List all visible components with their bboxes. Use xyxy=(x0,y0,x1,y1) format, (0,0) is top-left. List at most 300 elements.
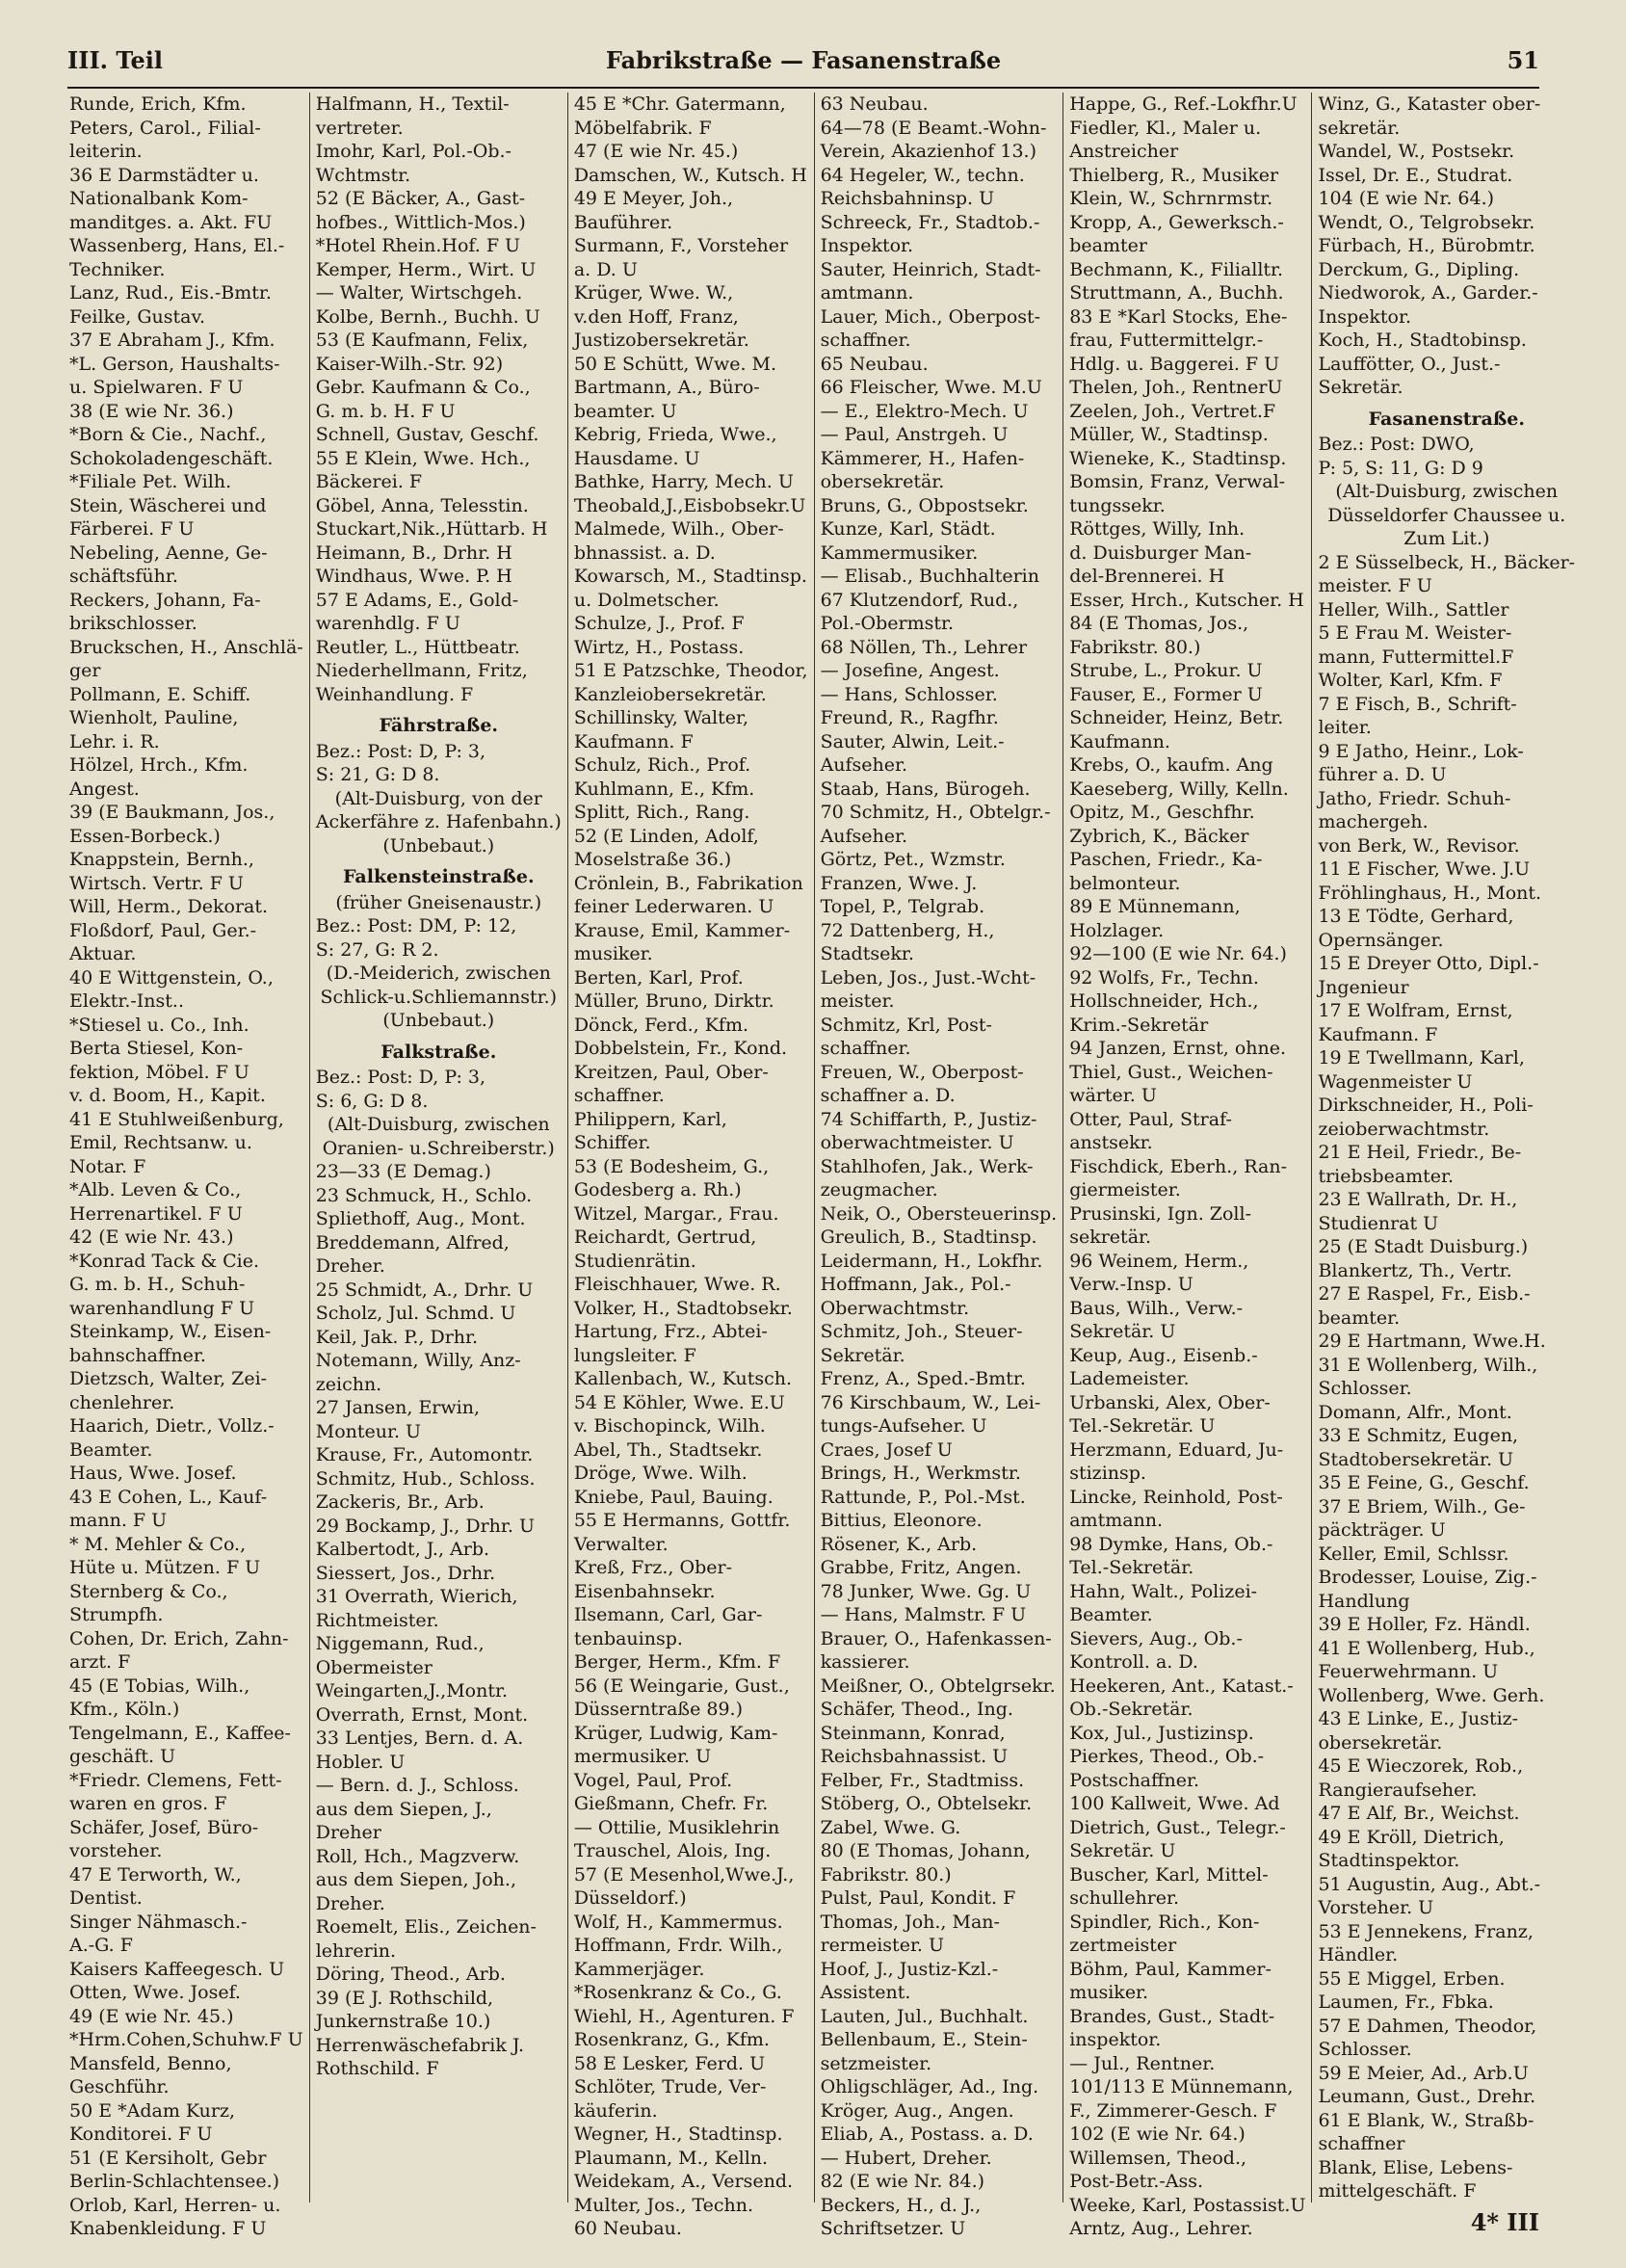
directory-entry-line: stizinsp. xyxy=(1069,1463,1146,1484)
directory-entry-line: Nationalbank Kom- xyxy=(69,188,249,209)
directory-entry-line: inspektor. xyxy=(1069,2029,1162,2050)
directory-entry-line: Urbanski, Alex, Ober- xyxy=(1069,1391,1271,1413)
directory-entry-line: Bittius, Eleonore. xyxy=(820,1510,983,1531)
directory-entry-line: Niggemann, Rud., xyxy=(315,1633,485,1654)
directory-entry-line: 49 (E wie Nr. 45.) xyxy=(69,2005,234,2027)
directory-entry-line: — Hans, Malmstr. F U xyxy=(820,1604,1027,1625)
directory-entry-line: Zackeris, Br., Arb. xyxy=(315,1491,485,1513)
directory-entry-line: warenhandlung F U xyxy=(69,1297,255,1319)
directory-entry-line: Zabel, Wwe. G. xyxy=(820,1816,961,1838)
directory-entry-line: Elektr.-Inst.. xyxy=(69,990,185,1012)
directory-entry-line: Trauschel, Alois, Ing. xyxy=(573,1840,772,1861)
directory-entry-line: (Alt-Duisburg, zwischen xyxy=(327,1114,550,1135)
directory-entry-line: belmonteur. xyxy=(1069,872,1181,894)
directory-entry-line: Kaisers Kaffeegesch. U xyxy=(69,1958,285,1980)
directory-entry-line: Görtz, Pet., Wzmstr. xyxy=(820,849,1006,870)
directory-entry-line: Strube, L., Prokur. U xyxy=(1069,660,1263,681)
directory-entry-line: Techniker. xyxy=(69,258,166,280)
directory-entry-line: 39 (E J. Rothschild, xyxy=(315,1987,494,2009)
directory-entry-line: Zeelen, Joh., Vertret.F xyxy=(1069,400,1276,422)
street-heading: Fasanenstraße. xyxy=(1368,408,1525,430)
directory-entry-line: schaffner a. D. xyxy=(820,1085,956,1106)
directory-entry-line: Imohr, Karl, Pol.-Ob.- xyxy=(315,141,511,162)
directory-entry-line: 43 E Cohen, L., Kauf- xyxy=(69,1486,268,1508)
directory-entry-line: del-Brennerei. H xyxy=(1069,566,1225,587)
directory-entry-line: Fischdick, Eberh., Ran- xyxy=(1069,1155,1288,1177)
directory-entry-line: 55 E Miggel, Erben. xyxy=(1318,1967,1506,1990)
directory-entry-line: Studienrat U xyxy=(1318,1212,1439,1234)
directory-entry-line: Rattunde, P., Pol.-Mst. xyxy=(820,1486,1026,1508)
directory-entry-line: Frenz, A., Sped.-Bmtr. xyxy=(820,1368,1026,1389)
directory-entry-line: Damschen, W., Kutsch. H xyxy=(573,164,807,186)
directory-entry-line: Overrath, Ernst, Mont. xyxy=(315,1703,529,1726)
directory-entry-line: 52 (E Bäcker, A., Gast- xyxy=(315,188,526,209)
directory-entry-line: Wienholt, Pauline, xyxy=(69,707,239,728)
directory-entry-line: Opernsänger. xyxy=(1318,929,1444,951)
directory-entry-line: Ilsemann, Carl, Gar- xyxy=(573,1604,763,1625)
directory-entry-line: Heekeren, Ant., Katast.- xyxy=(1069,1675,1294,1697)
directory-entry-line: Berlin-Schlachtensee.) xyxy=(69,2171,280,2192)
directory-entry-line: 51 E Patzschke, Theodor, xyxy=(573,660,808,681)
directory-entry-line: Sternberg & Co., xyxy=(69,1580,228,1602)
directory-entry-line: Kammermusiker. xyxy=(820,541,979,564)
directory-entry-line: — Hubert, Dreher. xyxy=(820,2147,992,2169)
directory-entry-line: wärter. U xyxy=(1069,1085,1157,1106)
directory-entry-line: Surmann, F., Vorsteher xyxy=(573,235,789,256)
directory-entry-line: Derckum, G., Dipling. xyxy=(1318,258,1520,280)
directory-entry-line: Tel.-Sekretär. xyxy=(1069,1557,1194,1578)
directory-entry-line: mann, Futtermittel.F xyxy=(1318,646,1514,668)
directory-entry-line: manditges. a. Akt. FU xyxy=(69,211,273,233)
directory-entry-line: 42 (E wie Nr. 43.) xyxy=(69,1226,234,1248)
directory-entry-line: (Alt-Duisburg, zwischen xyxy=(1335,481,1559,502)
directory-entry-line: Studienrätin. xyxy=(573,1250,696,1272)
directory-entry-line: S: 27, G: R 2. xyxy=(315,938,439,961)
directory-entry-line: Steinkamp, W., Eisen- xyxy=(69,1321,272,1342)
directory-entry-line: *Alb. Leven & Co., xyxy=(69,1179,242,1200)
directory-entry-line: frau, Futtermittelgr.- xyxy=(1069,330,1264,351)
directory-entry-line: Crönlein, B., Fabrikation xyxy=(573,872,803,894)
directory-entry-line: — E., Elektro-Mech. U xyxy=(820,400,1029,422)
directory-entry-line: 96 Weinem, Herm., xyxy=(1069,1250,1249,1272)
directory-entry-line: (D.-Meiderich, zwischen xyxy=(326,963,551,984)
directory-entry-line: Ob.-Sekretär. xyxy=(1069,1699,1193,1720)
directory-entry-line: Schulz, Rich., Prof. xyxy=(573,754,751,776)
directory-entry-line: Verein, Akazienhof 13.) xyxy=(820,141,1037,162)
directory-entry-line: *Konrad Tack & Cie. xyxy=(69,1250,260,1272)
directory-entry-line: Hoof, J., Justiz-Kzl.- xyxy=(820,1958,999,1980)
directory-entry-line: 63 Neubau. xyxy=(820,93,929,115)
directory-entry-line: Assistent. xyxy=(820,1982,911,2003)
directory-entry-line: 39 E Holler, Fz. Händl. xyxy=(1318,1614,1531,1635)
directory-entry-line: 25 Schmidt, A., Drhr. U xyxy=(315,1279,534,1301)
directory-entry-line: Beckers, H., d. J., xyxy=(820,2194,982,2216)
directory-entry-line: mermusiker. U xyxy=(573,1746,712,1767)
directory-entry-line: meister. xyxy=(820,990,895,1012)
directory-entry-line: Kontroll. a. D. xyxy=(1069,1651,1198,1673)
directory-entry-line: 31 Overrath, Wierich, xyxy=(315,1586,518,1607)
directory-entry-line: Kebrig, Frieda, Wwe., xyxy=(573,424,777,445)
directory-entry-line: Schokoladengeschäft. xyxy=(69,447,274,469)
directory-entry-line: Haarich, Dietr., Vollz.- xyxy=(69,1415,275,1437)
directory-entry-line: *Hotel Rhein.Hof. F U xyxy=(315,235,521,256)
directory-entry-line: Wirtsch. Vertr. F U xyxy=(69,872,244,894)
directory-entry-line: Schriftsetzer. U xyxy=(820,2218,966,2239)
directory-entry-line: beamter. U xyxy=(573,400,677,422)
directory-entry-line: 13 E Tödte, Gerhard, xyxy=(1318,906,1514,927)
directory-entry-line: Kröger, Aug., Angen. xyxy=(820,2099,1014,2122)
column-2 xyxy=(309,92,567,2202)
directory-entry-line: Leumann, Gust., Drehr. xyxy=(1318,2086,1536,2107)
directory-entry-line: Inspektor. xyxy=(1318,305,1411,328)
directory-entry-line: Richtmeister. xyxy=(315,1609,439,1631)
street-heading: Falkstraße. xyxy=(380,1041,497,1063)
directory-entry-line: Wchtmstr. xyxy=(315,164,411,186)
directory-entry-line: giermeister. xyxy=(1069,1179,1181,1200)
directory-entry-line: Krause, Fr., Automontr. xyxy=(315,1444,534,1465)
directory-entry-line: mittelgeschäft. F xyxy=(1318,2180,1477,2202)
directory-entry-line: Bez.: Post: D, P: 3, xyxy=(315,740,486,762)
directory-entry-line: Wegner, H., Stadtinsp. xyxy=(573,2123,783,2145)
directory-entry-line: Cohen, Dr. Erich, Zahn- xyxy=(69,1627,289,1649)
directory-entry-line: Schmitz, Joh., Steuer- xyxy=(820,1321,1023,1342)
directory-entry-line: Dentist. xyxy=(69,1887,143,1909)
directory-entry-line: Staab, Hans, Bürogeh. xyxy=(820,778,1031,800)
directory-entry-line: Wandel, W., Postsekr. xyxy=(1318,141,1515,162)
directory-entry-line: 82 (E wie Nr. 84.) xyxy=(820,2171,985,2192)
directory-entry-line: *Hrm.Cohen,Schuhw.F U xyxy=(69,2029,303,2050)
signature-mark: 4* III xyxy=(1470,2208,1539,2236)
directory-entry-line: 23 Schmuck, H., Schlo. xyxy=(315,1184,533,1206)
directory-entry-line: 52 (E Linden, Adolf, xyxy=(573,825,759,847)
directory-entry-line: Halfmann, H., Textil- xyxy=(315,93,510,115)
directory-entry-line: Klein, W., Schrnrmstr. xyxy=(1069,188,1273,209)
directory-entry-line: Sekretär. xyxy=(820,1344,905,1366)
directory-entry-line: G. m. b. H. F U xyxy=(315,400,456,422)
directory-entry-line: 50 E *Adam Kurz, xyxy=(69,2099,236,2122)
directory-entry-line: Herrenartikel. F U xyxy=(69,1202,243,1225)
directory-entry-line: Düsseldorfer Chaussee u. xyxy=(1327,504,1566,526)
directory-entry-line: Beamter. xyxy=(69,1438,153,1461)
directory-entry-line: — Ottilie, Musiklehrin xyxy=(573,1816,780,1838)
directory-entry-line: Pulst, Paul, Kondit. F xyxy=(820,1887,1016,1909)
directory-entry-line: Struttmann, A., Buchh. xyxy=(1069,282,1284,303)
directory-entry-line: Multer, Jos., Techn. xyxy=(573,2194,754,2216)
directory-entry-line: Dietzsch, Walter, Zei- xyxy=(69,1368,268,1389)
directory-entry-line: Felber, Fr., Stadtmiss. xyxy=(820,1769,1025,1791)
directory-entry-line: Hollschneider, Hch., xyxy=(1069,990,1259,1012)
directory-entry-line: tungs-Aufseher. U xyxy=(820,1415,987,1437)
directory-entry-line: 2 E Süsselbeck, H., Bäcker- xyxy=(1318,551,1576,573)
column-4 xyxy=(814,92,1063,2239)
directory-entry-line: Krüger, Wwe. W., xyxy=(573,282,734,303)
directory-entry-line: *Filiale Pet. Wilh. xyxy=(69,471,232,492)
directory-entry-line: Freund, R., Ragfhr. xyxy=(820,707,999,728)
directory-entry-line: 92—100 (E wie Nr. 64.) xyxy=(1069,943,1287,964)
directory-entry-line: Kowarsch, M., Stadtinsp. xyxy=(573,566,807,587)
directory-entry-line: A.-G. F xyxy=(69,1935,133,1956)
directory-entry-line: Dönck, Ferd., Kfm. xyxy=(573,1014,749,1036)
directory-entry-line: Reckers, Johann, Fa- xyxy=(69,589,261,611)
directory-entry-line: Laumen, Fr., Fbka. xyxy=(1318,1991,1494,2013)
directory-entry-line: lungsleiter. F xyxy=(573,1344,696,1366)
directory-entry-line: v.den Hoff, Franz, xyxy=(573,305,739,328)
directory-entry-line: sekretär. xyxy=(1069,1226,1152,1248)
directory-entry-line: 25 (E Stadt Duisburg.) xyxy=(1318,1236,1529,1257)
directory-entry-line: fektion, Möbel. F U xyxy=(69,1061,249,1083)
directory-entry-line: Rösener, K., Arb. xyxy=(820,1533,978,1555)
directory-entry-line: Sauter, Heinrich, Stadt- xyxy=(820,258,1041,280)
directory-entry-line: Aufseher. xyxy=(820,754,908,776)
directory-entry-line: *Rosenkranz & Co., G. xyxy=(573,1982,782,2003)
directory-entry-line: Wassenberg, Hans, El.- xyxy=(69,235,285,256)
directory-entry-line: 57 E Dahmen, Theodor, xyxy=(1318,2015,1537,2037)
directory-entry-line: 67 Klutzendorf, Rud., xyxy=(820,589,1019,611)
directory-entry-line: 100 Kallweit, Wwe. Ad xyxy=(1069,1793,1280,1814)
directory-entry-line: Möbelfabrik. F xyxy=(573,117,712,139)
directory-entry-line: Godesberg a. Rh.) xyxy=(573,1179,742,1200)
directory-entry-line: Böhm, Paul, Kammer- xyxy=(1069,1958,1272,1980)
directory-entry-line: Keil, Jak. P., Drhr. xyxy=(315,1326,479,1348)
directory-entry-line: Thomas, Joh., Man- xyxy=(820,1911,1000,1933)
directory-entry-line: Niederhellmann, Fritz, xyxy=(315,660,528,681)
directory-entry-line: Düsseldorf.) xyxy=(573,1887,687,1909)
directory-entry-line: Blank, Elise, Lebens- xyxy=(1318,2156,1513,2178)
directory-entry-line: Hüte u. Mützen. F U xyxy=(69,1557,261,1578)
directory-entry-line: Spliethoff, Aug., Mont. xyxy=(315,1208,526,1229)
directory-entry-line: Lauten, Jul., Buchhalt. xyxy=(820,2005,1029,2027)
directory-entry-line: S: 6, G: D 8. xyxy=(315,1090,429,1112)
directory-entry-line: Bauführer. xyxy=(573,211,673,233)
directory-entry-line: brikschlosser. xyxy=(69,613,197,634)
directory-entry-line: 41 E Stuhlweißenburg, xyxy=(69,1108,284,1130)
directory-entry-line: (Alt-Duisburg, von der xyxy=(334,787,542,809)
directory-entry-line: Vorsteher. U xyxy=(1318,1897,1434,1918)
directory-entry-line: beamter xyxy=(1069,235,1147,256)
directory-entry-line: Arntz, Aug., Lehrer. xyxy=(1069,2218,1253,2239)
directory-entry-line: Sauter, Alwin, Leit.- xyxy=(820,730,1005,752)
directory-entry-line: Berta Stiesel, Kon- xyxy=(69,1038,244,1059)
directory-entry-line: Berger, Herm., Kfm. F xyxy=(573,1651,781,1673)
directory-entry-line: Monteur. U xyxy=(315,1420,422,1442)
directory-entry-line: * M. Mehler & Co., xyxy=(69,1533,247,1555)
directory-entry-line: Göbel, Anna, Telesstin. xyxy=(315,494,529,516)
directory-entry-line: Brauer, O., Hafenkassen- xyxy=(820,1627,1052,1649)
directory-entry-line: Otter, Paul, Straf- xyxy=(1069,1108,1232,1130)
directory-entry-line: 68 Nöllen, Th., Lehrer xyxy=(820,636,1028,658)
directory-entry-line: Rothschild. F xyxy=(315,2058,439,2079)
directory-entry-line: Schmitz, Krl, Post- xyxy=(820,1014,992,1036)
directory-entry-line: 89 E Münnemann, xyxy=(1069,896,1241,917)
directory-entry-line: Justizobersekretär. xyxy=(573,330,749,351)
directory-entry-line: 7 E Fisch, B., Schrift- xyxy=(1318,693,1517,715)
directory-entry-line: aus dem Siepen, J., xyxy=(315,1798,492,1820)
directory-entry-line: Verwalter. xyxy=(573,1533,669,1555)
directory-entry-line: 94 Janzen, Ernst, ohne. xyxy=(1069,1038,1287,1059)
directory-entry-line: machergeh. xyxy=(1318,811,1429,832)
directory-entry-line: Aktuar. xyxy=(69,943,137,964)
directory-entry-line: — Walter, Wirtschgeh. xyxy=(315,282,523,303)
directory-entry-line: Emil, Rechtsanw. u. xyxy=(69,1132,252,1153)
directory-entry-line: Dirkschneider, H., Poli- xyxy=(1318,1094,1534,1116)
directory-entry-line: Verw.-Insp. U xyxy=(1069,1274,1193,1295)
directory-entry-line: schäftsführ. xyxy=(69,566,178,587)
directory-entry-line: bhnassist. a. D. xyxy=(573,541,716,564)
directory-entry-line: Topel, P., Telgrab. xyxy=(820,896,985,917)
directory-entry-line: Will, Herm., Dekorat. xyxy=(69,896,269,917)
directory-entry-line: *Born & Cie., Nachf., xyxy=(69,424,267,445)
directory-entry-line: 55 E Klein, Wwe. Hch., xyxy=(315,447,531,469)
directory-entry-line: Domann, Alfr., Mont. xyxy=(1318,1401,1512,1423)
directory-entry-line: Herzmann, Eduard, Ju- xyxy=(1069,1438,1284,1461)
directory-entry-line: 70 Schmitz, H., Obtelgr.- xyxy=(820,802,1051,823)
directory-entry-line: Issel, Dr. E., Studrat. xyxy=(1318,164,1513,186)
directory-entry-line: d. Duisburger Man- xyxy=(1069,541,1252,564)
directory-entry-line: 104 (E wie Nr. 64.) xyxy=(1318,188,1495,209)
directory-entry-line: kassierer. xyxy=(820,1651,910,1673)
directory-entry-line: Hölzel, Hrch., Kfm. xyxy=(69,754,249,776)
directory-entry-line: Peters, Carol., Filial- xyxy=(69,117,261,139)
directory-entry-line: Dröge, Wwe. Wilh. xyxy=(573,1463,747,1484)
directory-entry-line: Oranien- u.Schreiberstr.) xyxy=(322,1137,555,1159)
directory-entry-line: Kaufmann. F xyxy=(1318,1023,1438,1045)
directory-entry-line: Lincke, Reinhold, Post- xyxy=(1069,1486,1283,1508)
directory-entry-line: Schlick-u.Schliemannstr.) xyxy=(320,986,558,1008)
directory-entry-line: — Josefine, Angest. xyxy=(820,660,1000,681)
directory-entry-line: Weinhandlung. F xyxy=(315,683,474,705)
directory-entry-line: Sekretär. xyxy=(1318,377,1403,398)
directory-entry-line: Windhaus, Wwe. P. H xyxy=(315,566,512,587)
directory-entry-line: Hdlg. u. Baggerei. F U xyxy=(1069,353,1280,375)
directory-entry-line: Junkernstraße 10.) xyxy=(315,2011,491,2032)
directory-entry-line: Tel.-Sekretär. U xyxy=(1069,1415,1216,1437)
directory-entry-line: chenlehrer. xyxy=(69,1391,175,1413)
directory-entry-line: tungssekr. xyxy=(1069,494,1166,516)
directory-entry-line: 60 Neubau. xyxy=(573,2218,682,2239)
directory-entry-line: Strumpfh. xyxy=(69,1604,164,1625)
directory-entry-line: F., Zimmerer-Gesch. F xyxy=(1069,2099,1277,2122)
directory-entry-line: päckträger. U xyxy=(1318,1519,1446,1541)
directory-entry-line: obersekretär. xyxy=(820,471,945,492)
directory-entry-line: 31 E Wollenberg, Wilh., xyxy=(1318,1354,1538,1376)
directory-entry-line: Schäfer, Theod., Ing. xyxy=(820,1699,1013,1720)
directory-entry-line: Müller, W., Stadtinsp. xyxy=(1069,424,1269,445)
directory-entry-line: Postschaffner. xyxy=(1069,1769,1200,1791)
directory-entry-line: Craes, Josef U xyxy=(820,1438,953,1461)
directory-entry-line: Schäfer, Josef, Büro- xyxy=(69,1816,259,1838)
directory-entry-line: 72 Dattenberg, H., xyxy=(820,919,995,941)
directory-entry-line: 61 E Blank, W., Straßb- xyxy=(1318,2109,1534,2131)
directory-entry-line: Wiehl, H., Agenturen. F xyxy=(573,2005,795,2027)
directory-entry-line: Weingarten,J.,Montr. xyxy=(315,1680,509,1701)
directory-entry-line: Reichsbahninsp. U xyxy=(820,188,995,209)
directory-entry-line: Fabrikstr. 80.) xyxy=(1069,636,1201,658)
directory-entry-line: 38 (E wie Nr. 36.) xyxy=(69,400,234,422)
directory-entry-line: 27 E Raspel, Fr., Eisb.- xyxy=(1318,1283,1531,1305)
directory-entry-line: Bartmann, A., Büro- xyxy=(573,377,760,398)
directory-entry-line: Keller, Emil, Schlssr. xyxy=(1318,1543,1509,1565)
directory-entry-line: P: 5, S: 11, G: D 9 xyxy=(1318,457,1483,479)
directory-entry-line: Knabenkleidung. F U xyxy=(69,2218,267,2239)
directory-entry-line: 58 E Lesker, Ferd. U xyxy=(573,2052,766,2074)
directory-entry-line: 47 E Terworth, W., xyxy=(69,1863,242,1886)
directory-entry-line: 33 E Schmitz, Eugen, xyxy=(1318,1425,1519,1446)
directory-entry-line: 45 (E Tobias, Wilh., xyxy=(69,1675,250,1697)
directory-entry-line: Röttges, Willy, Inh. xyxy=(1069,518,1246,540)
directory-entry-line: *Friedr. Clemens, Fett- xyxy=(69,1769,282,1791)
directory-entry-line: Stöberg, O., Obtelsekr. xyxy=(820,1793,1033,1814)
directory-entry-line: 57 (E Mesenhol,Wwe.J., xyxy=(573,1863,795,1886)
directory-entry-line: 17 E Wolfram, Ernst, xyxy=(1318,1000,1513,1021)
directory-entry-line: Kfm., Köln.) xyxy=(69,1699,180,1720)
directory-entry-line: 37 E Abraham J., Kfm. xyxy=(69,330,275,351)
directory-entry-line: 74 Schiffarth, P., Justiz- xyxy=(820,1108,1037,1130)
directory-entry-line: Essen-Borbeck.) xyxy=(69,825,221,847)
directory-entry-line: 15 E Dreyer Otto, Dipl.- xyxy=(1318,953,1539,974)
directory-entry-line: Brodesser, Louise, Zig.- xyxy=(1318,1567,1537,1588)
directory-entry-line: 11 E Fischer, Wwe. J.U xyxy=(1318,858,1531,880)
directory-entry-line: Scholz, Jul. Schmd. U xyxy=(315,1303,516,1324)
directory-entry-line: Brandes, Gust., Stadt- xyxy=(1069,2005,1275,2027)
directory-entry-line: 23—33 (E Demag.) xyxy=(315,1161,491,1182)
directory-entry-line: Freuen, W., Oberpost- xyxy=(820,1061,1024,1083)
directory-entry-line: Vogel, Paul, Prof. xyxy=(573,1769,733,1791)
directory-entry-line: Schreeck, Fr., Stadtob.- xyxy=(820,211,1040,233)
directory-entry-line: Reutler, L., Hüttbeatr. xyxy=(315,636,520,658)
directory-entry-line: Rosenkranz, G., Kfm. xyxy=(573,2029,770,2050)
directory-entry-line: Jngenieur xyxy=(1318,976,1409,998)
directory-entry-line: 54 E Köhler, Wwe. E.U xyxy=(573,1391,785,1413)
directory-entry-line: Fürbach, H., Bürobmtr. xyxy=(1318,235,1535,256)
directory-entry-line: 45 E *Chr. Gatermann, xyxy=(573,93,786,115)
directory-entry-line: Fabrikstr. 80.) xyxy=(820,1863,952,1886)
directory-entry-line: 51 (E Kersiholt, Gebr xyxy=(69,2147,267,2169)
directory-entry-line: Stahlhofen, Jak., Werk- xyxy=(820,1155,1034,1177)
directory-entry-line: Bruns, G., Obpostsekr. xyxy=(820,494,1029,516)
directory-entry-line: Dreher xyxy=(315,1822,381,1843)
directory-entry-line: Sekretär. U xyxy=(1069,1840,1176,1861)
directory-entry-line: — Bern. d. J., Schloss. xyxy=(315,1775,519,1796)
directory-entry-line: 80 (E Thomas, Johann, xyxy=(820,1840,1031,1861)
directory-entry-line: Pierkes, Theod., Ob.- xyxy=(1069,1746,1265,1767)
directory-entry-line: Greulich, B., Stadtinsp. xyxy=(820,1226,1037,1248)
directory-entry-line: Lademeister. xyxy=(1069,1368,1190,1389)
directory-entry-line: Opitz, M., Geschfhr. xyxy=(1069,802,1255,823)
directory-entry-line: Schiffer. xyxy=(573,1132,651,1153)
directory-entry-line: amtmann. xyxy=(820,282,914,303)
directory-entry-line: 33 Lentjes, Bern. d. A. xyxy=(315,1727,524,1749)
directory-entry-line: Beamter. xyxy=(1069,1604,1153,1625)
directory-entry-line: 53 (E Bodesheim, G., xyxy=(573,1155,770,1177)
directory-entry-line: Inspektor. xyxy=(820,235,914,256)
directory-entry-line: Schlosser. xyxy=(1318,2039,1412,2060)
directory-entry-line: 49 E Kröll, Dietrich, xyxy=(1318,1826,1505,1848)
street-range-title: Fabrikstraße — Fasanenstraße xyxy=(605,46,1002,74)
directory-entry-line: rermeister. U xyxy=(820,1935,945,1956)
directory-entry-line: Hoffmann, Frdr. Wilh., xyxy=(573,1935,783,1956)
directory-entry-line: 23 E Wallrath, Dr. H., xyxy=(1318,1189,1518,1210)
directory-entry-line: Schneider, Heinz, Betr. xyxy=(1069,707,1284,728)
directory-entry-line: Schmitz, Hub., Schloss. xyxy=(315,1467,536,1490)
directory-entry-line: Pol.-Obermstr. xyxy=(820,613,955,634)
directory-entry-line: Kniebe, Paul, Bauing. xyxy=(573,1486,774,1508)
directory-entry-line: Ackerfähre z. Hafenbahn.) xyxy=(315,811,562,832)
directory-entry-line: Meißner, O., Obtelgrsekr. xyxy=(820,1675,1056,1697)
directory-entry-line: tenbauinsp. xyxy=(573,1627,683,1649)
directory-entry-line: Lehr. i. R. xyxy=(69,730,160,752)
directory-entry-line: 76 Kirschbaum, W., Lei- xyxy=(820,1391,1041,1413)
directory-entry-line: Kammerjäger. xyxy=(573,1958,705,1980)
